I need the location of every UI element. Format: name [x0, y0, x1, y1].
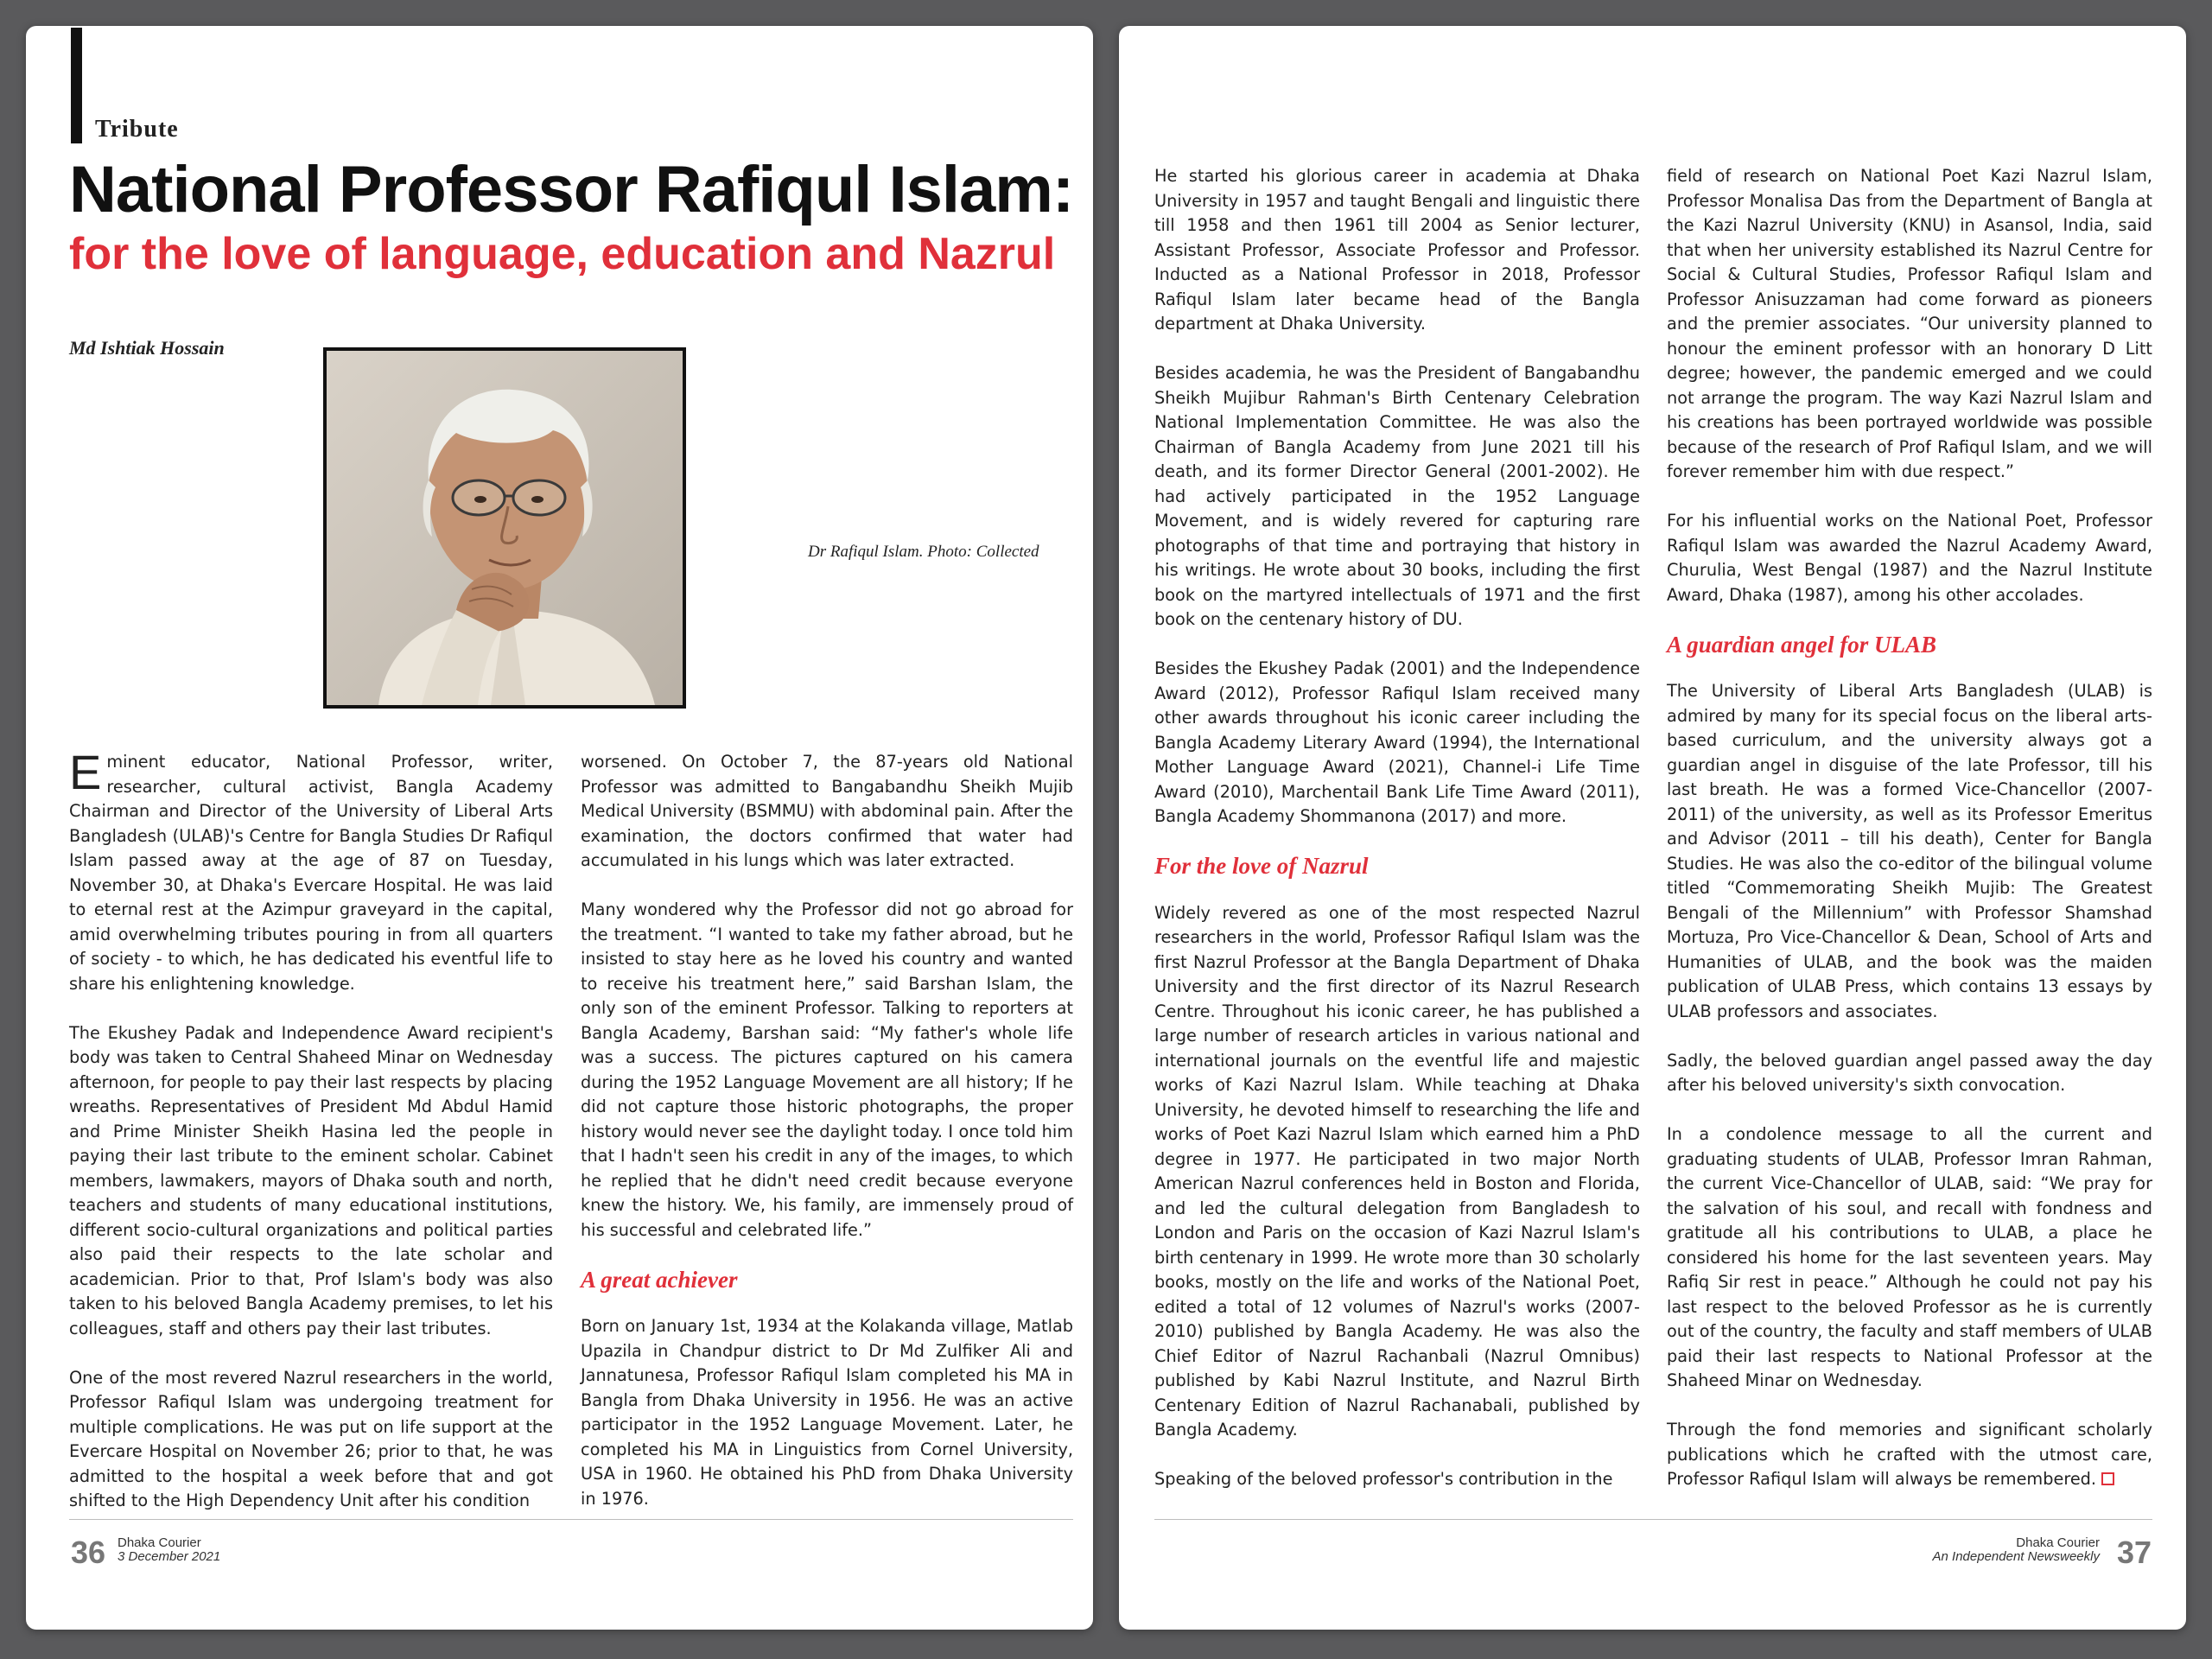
footer-rule — [1154, 1519, 2152, 1520]
paragraph: Many wondered why the Professor did not go abroad for the treatment. “I wanted to take my father abroad, but he insisted to stay here as he loved his country and wanted to receive his treatment here,” said Barshan Islam, the only son of the eminent Professor. Talking to reporters at Bangla Academy, Barshan said: “My father's whole life was a success. The pictures captured on his camera during the 1952 Language Movement are all history; If he did not capture those historic photographs, the proper history would never see the daylight today. I once told him that I hadn't seen his credit in any of the images, to which he replied that he didn't need credit because everyone knew the history. We, his family, are immensely proud of his successful and celebrated life.” — [581, 899, 1073, 1240]
right-column-1 — [1154, 164, 1640, 1492]
portrait-photo — [323, 347, 686, 709]
paragraph: Born on January 1st, 1934 at the Kolakanda village, Matlab Upazila in Chandpur district to Dr Md Zulfiker Ali and Jannatunesa, Professor Rafiqul Islam completed his MA in Bangla from Dhaka University in 1956. He was an active participator in the 1952 Language Movement. Later, he completed his MA in Linguistics from Cornel University, USA in 1960. He obtained his PhD from Dhaka University in 1976. — [581, 1316, 1073, 1509]
paragraph: For his influential works on the National Poet, Professor Rafiqul Islam was awarded the Nazrul Academy Award, Churulia, West Bengal (1987) and the Nazrul Institute Award, Dhaka (1987), among his other accolades. — [1667, 511, 2152, 605]
end-of-article-square-icon — [2101, 1472, 2114, 1485]
paragraph: Through the fond memories and significant scholarly publications which he crafted with the utmost care, Professor Rafiqul Islam will always be remembered. — [1667, 1420, 2152, 1489]
paragraph: Speaking of the beloved professor's contribution in the — [1154, 1469, 1613, 1489]
paragraph: Eminent educator, National Professor, writer, researcher, cultural activist, Bangla Academy Chairman and Director of the University of Liberal Arts Bangladesh (ULAB)'s Centre for Bangla Studies Dr Rafiqul Islam passed away at the age of 87 on Tuesday, November 30, at Dhaka's Evercare Hospital. He was laid to eternal rest at the Azimpur graveyard in the capital, amid overwhelming tributes pouring in from all quarters of society - to which, he has dedicated his eventful life to share his enlightening knowledge. — [69, 745, 553, 994]
paragraph: He started his glorious career in academia at Dhaka University in 1957 and taught Bengali and linguistic there till 1958 and then 1961 till 2004 as Senior lecturer, Assistant Professor, Associate Professor and Professor. Inducted as a National Professor in 2018, Professor Rafiqul Islam later became head of the Bangla department at Dhaka University. — [1154, 166, 1640, 334]
subheading-love-of-nazrul: For the love of Nazrul — [1154, 853, 1369, 879]
section-label: Tribute — [95, 116, 179, 143]
footer-date: 3 December 2021 — [118, 1549, 221, 1564]
subheading-guardian-angel: A guardian angel for ULAB — [1667, 631, 1937, 658]
headline: National Professor Rafiqul Islam: — [69, 153, 1074, 226]
page-number: 36 — [71, 1535, 106, 1570]
subheadline: for the love of language, education and Nazrul — [69, 229, 1056, 279]
paragraph: The University of Liberal Arts Bangladesh (ULAB) is admired by many for its special focus on the liberal arts-based curriculum, and the university always got a guardian angel in disguise of the late Professor, till his last breath. He was a formed Vice-Chancellor (2007-2011) of the university, as well as its Professor Emeritus and Advisor (2011 – till his death), Center for Bangla Studies. He was also the co-editor of the bilingual volume titled “Commemorating Sheikh Mujib: The Greatest Bengali of the Millennium” with Professor Shamshad Mortuza, Pro Vice-Chancellor & Dean, School of Arts and Humanities of ULAB, and the book was the maiden publication of ULAB Press, which contains 13 essays by ULAB professors and associates. — [1667, 681, 2152, 1021]
photo-caption: Dr Rafiqul Islam. Photo: Collected — [808, 543, 1039, 561]
subheading-great-achiever: A great achiever — [581, 1266, 738, 1293]
section-bar — [71, 28, 82, 143]
footer-tagline: An Independent Newsweekly — [1932, 1549, 2100, 1564]
footer-rule — [69, 1519, 1073, 1520]
page-number: 37 — [2116, 1535, 2152, 1570]
paragraph: Sadly, the beloved guardian angel passed away the day after his beloved university's sixth convocation. — [1667, 1050, 2152, 1095]
paragraph: field of research on National Poet Kazi Nazrul Islam, Professor Monalisa Das from the Department of Bangla at the Kazi Nazrul University (KNU) in Asansol, India, said that when her university established its Nazrul Centre for Social & Cultural Studies, Professor Rafiqul Islam and Professor Anisuzzaman had come forward as pioneers and the premier associates. “Our university planned to honour the eminent professor with an honorary D Litt degree; however, the pandemic emerged and we could not arrange the program. The way Kazi Nazrul Islam and his creations has been portrayed worldwide was possible because of the research of Prof Rafiqul Islam, and we will forever remember him with due respect.” — [1667, 166, 2152, 481]
byline: Md Ishtiak Hossain — [69, 337, 225, 359]
left-column-1 — [69, 745, 553, 1514]
paragraph: Besides academia, he was the President of Bangabandhu Sheikh Mujibur Rahman's Birth Centenary Celebration National Implementation Committee. He was also the Chairman of Bangla Academy from June 2021 till his death, and its former Director General (2001-2002). He had actively participated in the 1952 Language Movement, and is widely revered for capturing rare photographs of that time and portraying that history in his writings. He wrote about 30 books, including the first book on the martyred intellectuals of 1971 and the first book on the centenary history of DU. — [1154, 363, 1640, 629]
right-page — [1119, 26, 2186, 1630]
left-page — [26, 26, 1093, 1630]
left-column-2 — [581, 750, 1073, 1511]
paragraph: Widely revered as one of the most respected Nazrul researchers in the world, Professor Rafiqul Islam was the first Nazrul Professor at the Bangla Department of Dhaka University and the first director of its Nazrul Research Centre. Throughout his iconic career, he has published a large number of research articles in various national and international journals on the eventful life and majestic works of Kazi Nazrul Islam. While teaching at Dhaka University, he devoted himself to researching the life and works of Poet Kazi Nazrul Islam which earned him a PhD degree in 1977. He participated in two major North American Nazrul conferences held in Boston and Florida, and led the cultural delegation from Bangladesh to London and Paris on the occasion of Kazi Nazrul Islam's birth centenary in 1999. He wrote more than 30 scholarly books, mostly on the life and works of the National Poet, edited a total of 12 volumes of Nazrul's works (2007-2010) published by Bangla Academy. He was also the Chief Editor of Nazrul Rachanbali (Nazrul Omnibus) published by Kabi Nazrul Institute, and Nazrul Birth Centenary Edition of Nazrul Rachanabali, published by Bangla Academy. — [1154, 902, 1640, 1440]
drop-cap: E — [69, 745, 102, 799]
paragraph: One of the most revered Nazrul researchers in the world, Professor Rafiqul Islam was undergoing treatment for multiple complications. He was put on life support at the Evercare Hospital on November 26; prior to that, he was admitted to the hospital a week before that and got shifted to the High Dependency Unit after his condition — [69, 1367, 553, 1510]
paragraph: In a condolence message to all the current and graduating students of ULAB, Professor Imran Rahman, the current Vice-Chancellor of ULAB, said: “We pray for the salvation of his soul, and recall with fondness and gratitude all his contributions to ULAB, a place he considered his home for the last seventeen years. May Rafiq Sir rest in peace.” Although he could not pay his last respect to the beloved Professor as he is currently out of the country, the faculty and staff members of ULAB paid their last respects to National Professor at the Shaheed Minar on Wednesday. — [1667, 1124, 2152, 1390]
footer-publication: Dhaka Courier — [2016, 1535, 2100, 1550]
paragraph: worsened. On October 7, the 87-years old National Professor was admitted to Bangabandhu Sheikh Mujib Medical University (BSMMU) with abdominal pain. After the examination, the doctors confirmed that water had accumulated in his lungs which was later extracted. — [581, 752, 1073, 870]
paragraph: Besides the Ekushey Padak (2001) and the Independence Award (2012), Professor Rafiqul Islam received many other awards throughout his iconic career including the Bangla Academy Literary Award (1994), the International Mother Language Award (2021), Channel-i Life Time Award (2010), Marchentail Bank Life Time Award (2011), Bangla Academy Shommanona (2017) and more. — [1154, 658, 1640, 826]
portrait-illustration — [327, 351, 683, 705]
right-column-2 — [1667, 164, 2152, 1492]
paragraph: The Ekushey Padak and Independence Award recipient's body was taken to Central Shaheed Minar on Wednesday afternoon, for people to pay their last respects by placing wreaths. Representatives of President Md Abdul Hamid and Prime Minister Sheikh Hasina led the people in paying their last tribute to the eminent scholar. Cabinet members, lawmakers, mayors of Dhaka south and north, teachers and students of many educational institutions, different socio-cultural organizations and political parties also paid their respects to the late scholar and academician. Prior to that, Prof Islam's body was also taken to his beloved Bangla Academy premises, to let his colleagues, staff and others pay their last tributes. — [69, 1022, 553, 1338]
footer-publication: Dhaka Courier — [118, 1535, 201, 1550]
